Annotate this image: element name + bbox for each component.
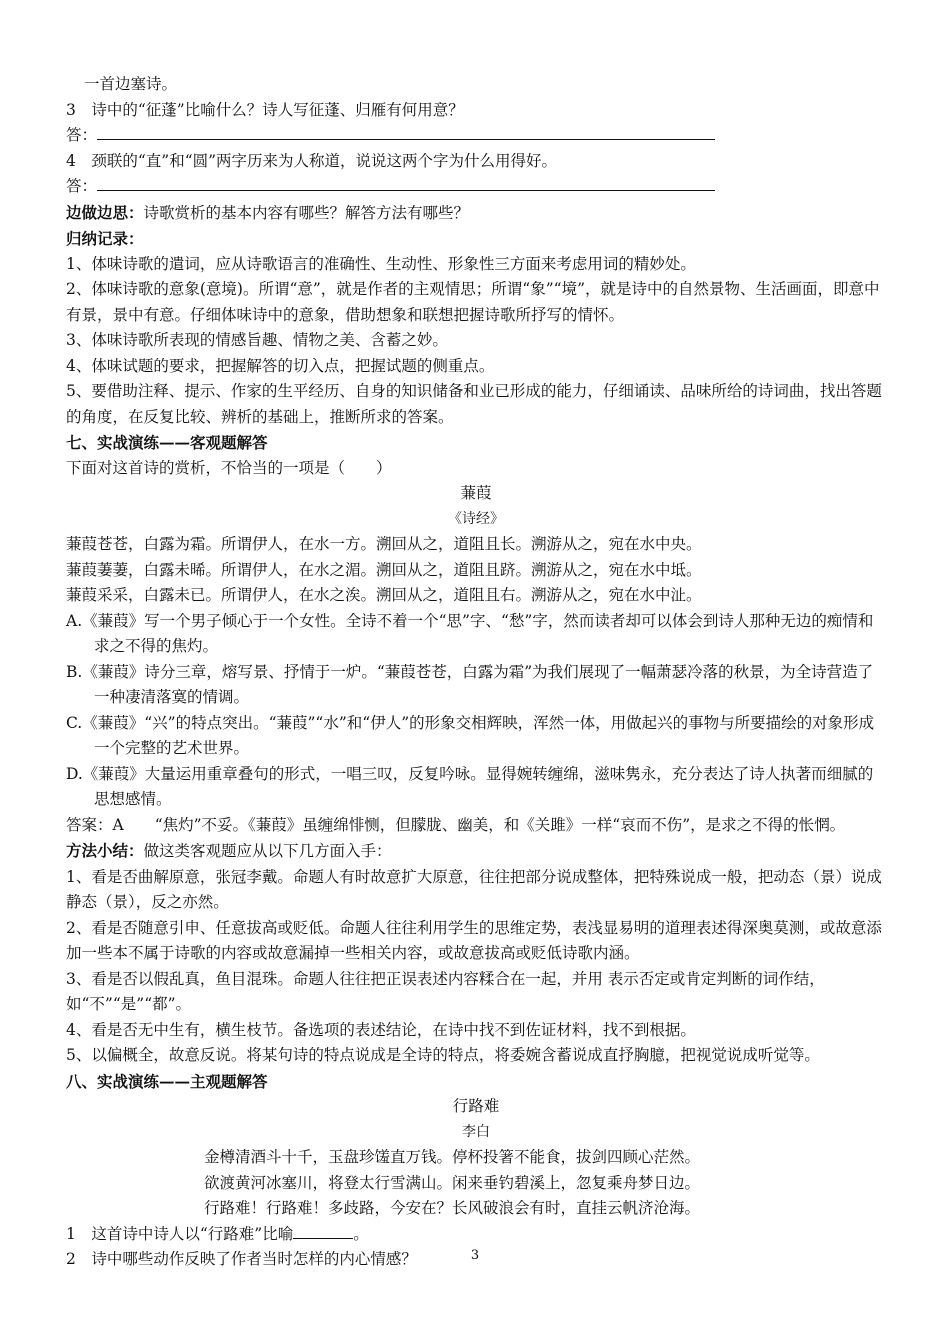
method-text: 做这类客观题应从以下几方面入手： (143, 842, 392, 860)
question-intro: 下面对这首诗的赏析，不恰当的一项是（ ） (66, 458, 392, 477)
poem1-line: 蒹葭采采，白露未已。所谓伊人，在水之涘。溯回从之，道阻且右。溯游从之，宛在水中沚。 (66, 586, 702, 604)
answer-label: 答： (66, 126, 98, 144)
option-d: D.《蒹葭》大量运用重章叠句的形式，一唱三叹，反复吟咏。显得婉转缠绵，滋味隽永，充分表达了诗人执著而细腻的思想感情。 (66, 764, 874, 808)
sub-question-1 (66, 1222, 886, 1248)
summary-label: 归纳记录： (66, 229, 144, 248)
question-3: 3 诗中的“征蓬”比喻什么？诗人写征蓬、归雁有何用意？ (66, 100, 464, 119)
method-label: 方法小结： (66, 841, 144, 860)
summary-item: 1、体味诗歌的遣词，应从诗歌语言的准确性、生动性、形象性三方面来考虑用词的精妙处。 (66, 254, 696, 273)
poem2-author: 李白 (462, 1123, 490, 1140)
think-paragraph (66, 200, 886, 227)
method-paragraph (66, 838, 886, 865)
poem1-line: 蒹葭苍苍，白露为霜。所谓伊人，在水一方。溯回从之，道阻且长。溯游从之，宛在水中央。 (66, 535, 702, 553)
option-b: B.《蒹葭》诗分三章，熔写景、抒情于一炉。“蒹葭苍苍，白露为霜”为我们展现了一幅萧瑟冷落的秋景，为全诗营造了一种凄清落寞的情调。 (66, 662, 874, 706)
method-item: 3、看是否以假乱真，鱼目混珠。命题人往往把正误表述内容糅合在一起，并用 表示否定或肯定判断的词作结，如“不”“是”“都”。 (66, 969, 825, 1013)
poem2-line: 金樽清酒斗十千，玉盘珍馐直万钱。停杯投箸不能食，拔剑四顾心茫然。 (204, 1148, 701, 1166)
method-item: 2、看是否随意引申、任意拔高或贬低。命题人往往利用学生的思维定势，表浅显易明的道理表述得深奥莫测，或故意添加一些本不属于诗歌的内容或故意漏掉一些相关内容，或故意拔高或贬低诗歌内涵。 (66, 918, 882, 962)
poem1-source: 《诗经》 (448, 510, 504, 527)
summary-item: 3、体味诗歌所表现的情感旨趣、情物之美、含蓄之妙。 (66, 331, 448, 349)
sub-question-2: 2 诗中哪些动作反映了作者当时怎样的内心情感？ (66, 1250, 417, 1268)
method-item: 5、以偏概全，故意反说。将某句诗的特点说成是全诗的特点，将委婉含蓄说成直抒胸臆，把视觉说成听觉等。 (66, 1046, 820, 1064)
question-4: 4 颈联的“直”和“圆”两字历来为人称道，说说这两个字为什么用得好。 (66, 151, 558, 170)
method-item: 1、看是否曲解原意，张冠李戴。命题人有时故意扩大原意，往往把部分说成整体，把特殊说成一般，把动态（景）说成静态（景），反之亦然。 (66, 867, 882, 911)
think-label: 边做边思： (66, 202, 144, 222)
fill-blank (293, 1224, 353, 1239)
poem1-line: 蒹葭萋萋，白露未晞。所谓伊人，在水之湄。溯回从之，道阻且跻。溯游从之，宛在水中坻。 (66, 560, 702, 579)
poem2-line: 行路难！行路难！多歧路，今安在？长风破浪会有时，直挂云帆济沧海。 (204, 1199, 701, 1217)
option-c: C.《蒹葭》“兴”的特点突出。“蒹葭”“水”和“伊人”的形象交相辉映，浑然一体，用做起兴的事物与所要描绘的对象形成一个完整的艺术世界。 (66, 713, 875, 757)
answer-label: 答： (66, 177, 98, 195)
think-text: 诗歌赏析的基本内容有哪些？解答方法有哪些？ (143, 203, 470, 222)
intro-tail: 一首边塞诗。 (84, 75, 178, 93)
poem2-title: 行路难 (452, 1097, 500, 1115)
document-page (66, 72, 886, 1273)
poem1-title: 蒹葭 (460, 484, 492, 502)
answer-blank (97, 125, 715, 140)
summary-item: 5、要借助注释、提示、作家的生平经历、自身的知识储备和业已形成的能力，仔细诵读、品味所给的诗词曲，找出答题的角度，在反复比较、辨析的基础上，推断所求的答案。 (66, 382, 882, 426)
answer-line-4 (66, 174, 886, 200)
poem2-line: 欲渡黄河冰塞川，将登太行雪满山。闲来垂钓碧溪上，忽复乘舟梦日边。 (204, 1173, 701, 1192)
option-a: A.《蒹葭》写一个男子倾心于一个女性。全诗不着一个“思”字、“愁”字，然而读者却可以体会到诗人那种无边的痴情和求之不得的焦灼。 (66, 611, 874, 655)
section-7-heading: 七、实战演练——客观题解答 (66, 433, 268, 452)
summary-item: 2、体味诗歌的意象(意境)。所谓“意”，就是作者的主观情思；所谓“象”“境”，就是诗中的自然景物、生活画面，即意中有景，景中有意。仔细体味诗中的意象，借助想象和联想把握诗歌所抒写的情怀。 (66, 280, 880, 324)
answer-paragraph: 答案：A “焦灼”不妥。《蒹葭》虽缠绵悱恻，但朦胧、幽美，和《关雎》一样“哀而不伤”，是求之不得的怅惘。 (66, 815, 846, 834)
section-8-heading: 八、实战演练——主观题解答 (66, 1071, 268, 1091)
sub-question-1-end: 。 (353, 1224, 369, 1243)
summary-item: 4、体味试题的要求，把握解答的切入点，把握试题的侧重点。 (66, 356, 495, 375)
answer-line-3 (66, 123, 886, 149)
page-number: 3 (470, 1248, 480, 1263)
method-item: 4、看是否无中生有，横生枝节。备选项的表述结论，在诗中找不到佐证材料，找不到根据。 (66, 1020, 696, 1039)
answer-blank (97, 176, 715, 191)
sub-question-1-text: 1 这首诗中诗人以“行路难”比喻 (66, 1224, 294, 1243)
